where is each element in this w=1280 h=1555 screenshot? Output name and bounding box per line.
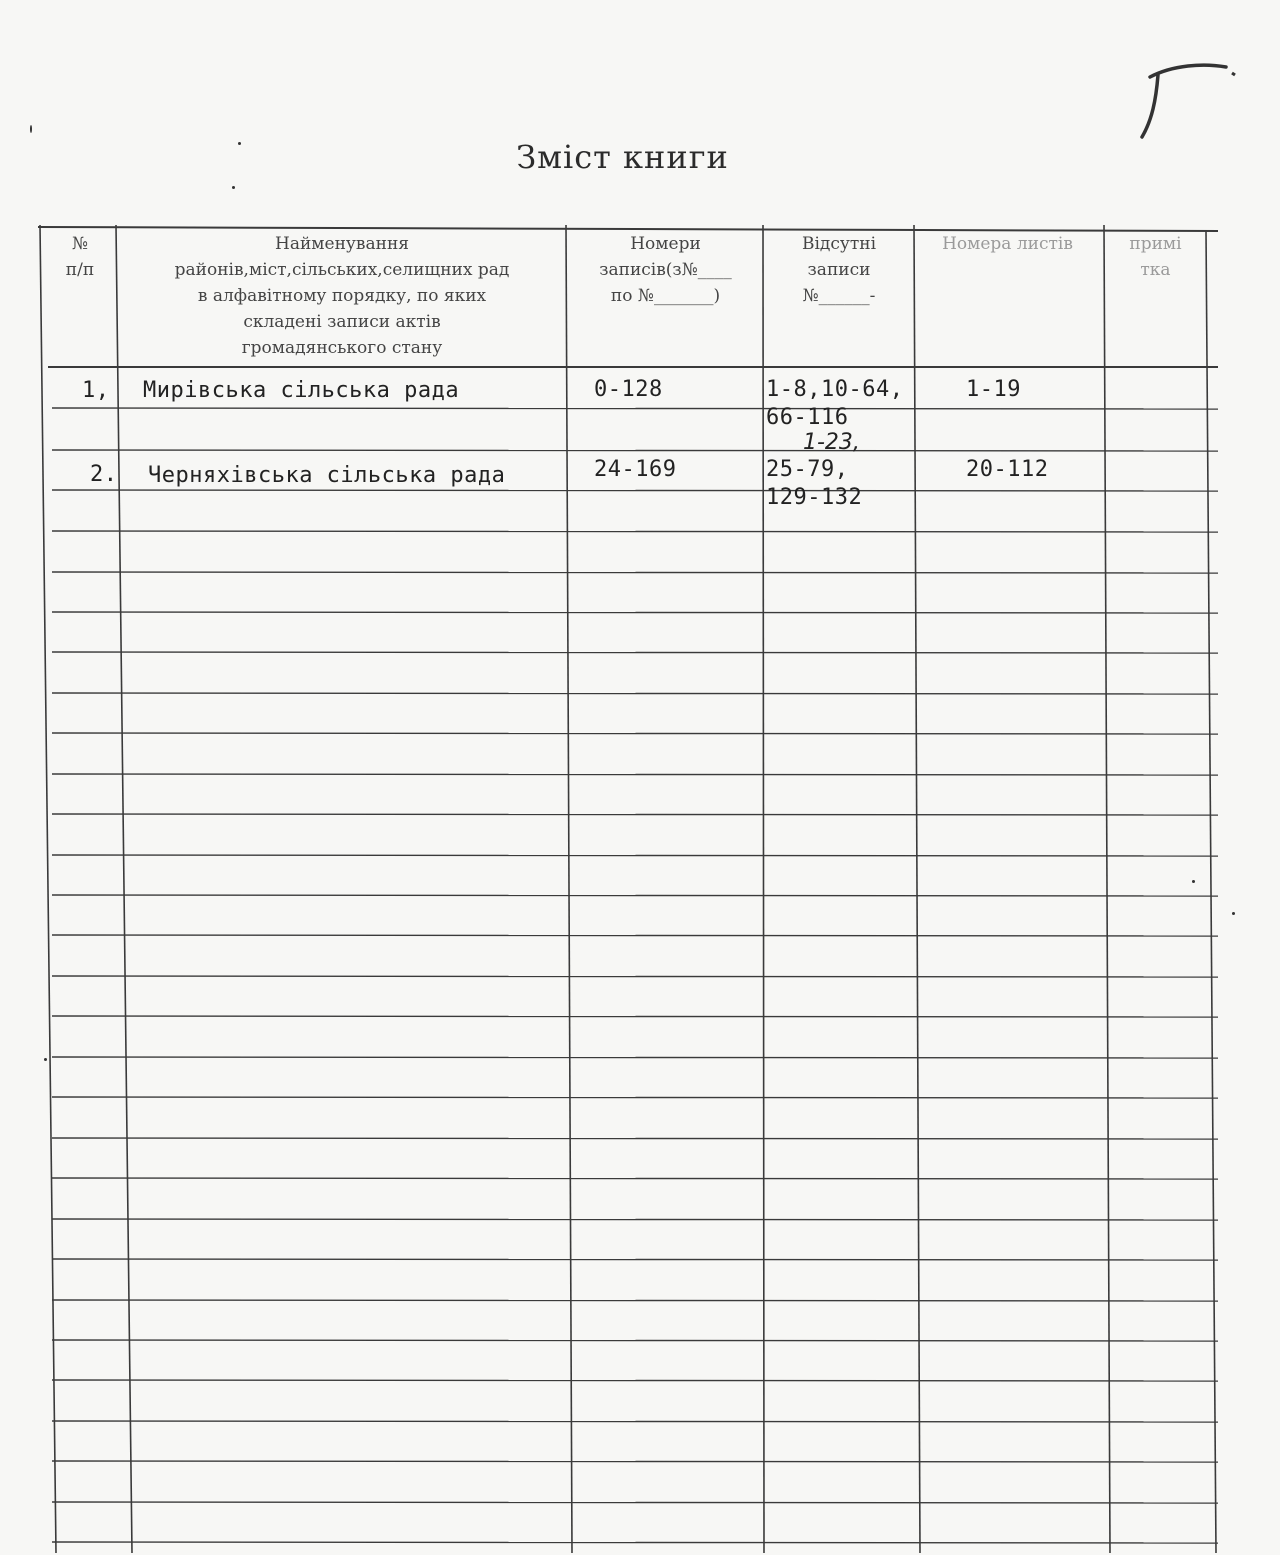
table-column-line (116, 225, 132, 1553)
table-row-line (52, 976, 1218, 977)
handwritten-corner-mark (1128, 55, 1238, 150)
table-column-line (914, 225, 920, 1553)
table-row-line (52, 1259, 1218, 1260)
header-records-line: записів(з№____ (599, 260, 732, 280)
table-row-line (52, 693, 1218, 694)
header-sheets (915, 231, 1100, 257)
scan-speck (1232, 912, 1235, 915)
table-row-line (52, 490, 1218, 491)
row-1-name: Мирівська сільська рада (143, 378, 460, 403)
table-column-line (40, 225, 56, 1553)
header-name-line: складені записи актів (243, 312, 441, 332)
row-2-missing-handwritten: 1-23, (803, 430, 860, 455)
table-row-line (52, 1421, 1218, 1422)
scan-speck (238, 142, 241, 145)
table-grid (38, 225, 1218, 1555)
table-row-line (52, 733, 1218, 734)
table-row-line (52, 1138, 1218, 1139)
header-name-line: громадянського стану (241, 338, 443, 358)
row-2-sheets: 20-112 (966, 457, 1049, 482)
scan-speck (44, 1058, 47, 1061)
table-row-line (52, 1502, 1218, 1503)
row-2-missing-line: 129-132 (766, 485, 863, 510)
corner-mark (1128, 55, 1238, 150)
table-row-line (52, 774, 1218, 775)
row-1-number: 1, (82, 378, 110, 403)
row-2-records: 24-169 (594, 457, 677, 482)
header-name-line: Найменування (275, 234, 409, 254)
header-missing-line: №______- (802, 286, 876, 306)
contents-table (38, 225, 1218, 1555)
table-column-line (566, 225, 572, 1553)
header-note-line: тка (1140, 260, 1171, 280)
header-number (50, 231, 110, 283)
page-title: Зміст книги (516, 138, 729, 176)
table-row-line (52, 652, 1218, 653)
header-note-line: примі (1129, 234, 1182, 254)
table-column-line (1104, 225, 1110, 1553)
scan-speck (1192, 880, 1195, 883)
row-1-missing-line: 66-116 (766, 405, 849, 430)
table-row-line (52, 1300, 1218, 1301)
header-sheets-line: Номера листів (942, 234, 1073, 254)
table-row-line (52, 1542, 1218, 1543)
table-row-line (52, 1380, 1218, 1381)
table-row-line (52, 1057, 1218, 1058)
table-row-line (52, 1219, 1218, 1220)
table-row-line (52, 1097, 1218, 1098)
header-name-line: в алфавітному порядку, по яких (197, 286, 487, 306)
scan-speck (30, 125, 32, 133)
table-row-line (52, 935, 1218, 936)
header-number-line: п/п (65, 260, 95, 280)
header-name (118, 231, 566, 361)
row-1-missing-line: 1-8,10-64, (766, 377, 904, 402)
header-note (1108, 231, 1203, 283)
header-name-line: районів,міст,сільських,селищних рад (174, 260, 510, 280)
table-column-line (763, 225, 764, 1553)
header-number-line: № (71, 234, 89, 254)
table-row-line (52, 531, 1218, 532)
header-records-line: Номери (630, 234, 701, 254)
header-missing-line: Відсутні (801, 234, 877, 254)
table-row-line (52, 814, 1218, 815)
table-row-line (52, 895, 1218, 896)
table-row-line (52, 408, 1218, 409)
scan-speck (232, 186, 235, 189)
table-row-line (52, 612, 1218, 613)
table-row-line (52, 1178, 1218, 1179)
table-row-line (52, 1016, 1218, 1017)
header-records (568, 231, 763, 309)
table-row-line (52, 855, 1218, 856)
header-missing (765, 231, 913, 309)
table-column-line (1206, 231, 1216, 1553)
table-row-line (52, 1340, 1218, 1341)
row-2-name: Черняхівська сільська рада (148, 463, 506, 488)
table-row-line (52, 1461, 1218, 1462)
header-missing-line: записи (807, 260, 871, 280)
header-records-line: по №_______) (610, 286, 721, 306)
row-1-records: 0-128 (594, 377, 663, 402)
row-2-missing-line: 25-79, (766, 457, 849, 482)
row-2-number: 2. (90, 462, 118, 487)
table-row-line (52, 572, 1218, 573)
table-row-line (52, 450, 1218, 451)
row-1-sheets: 1-19 (966, 377, 1021, 402)
